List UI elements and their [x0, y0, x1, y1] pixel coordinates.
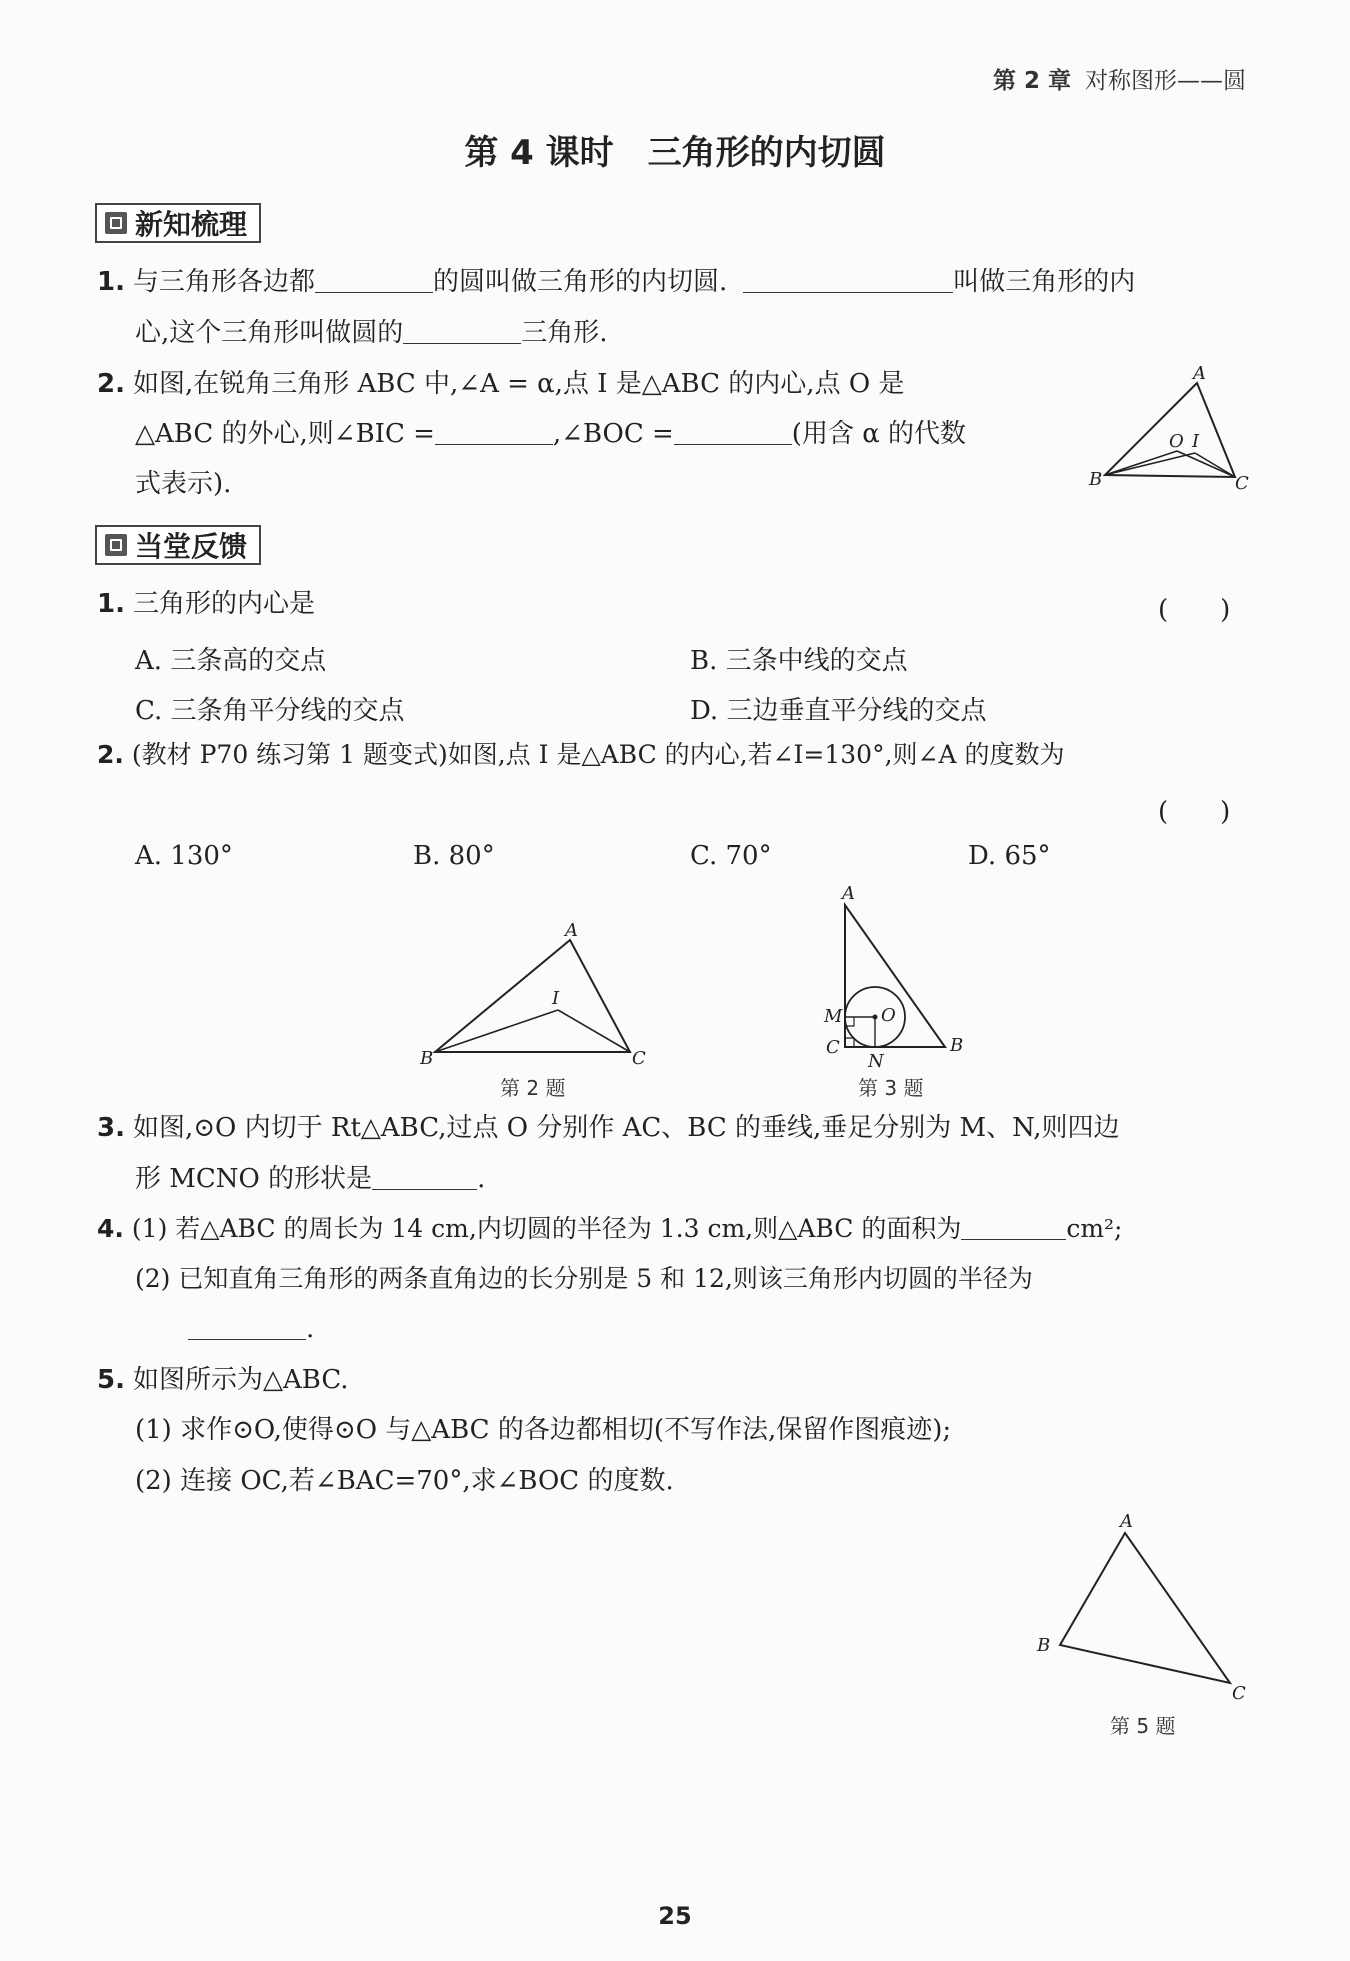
- text: 与三角形各边都: [132, 267, 315, 297]
- figure-q3: [810, 885, 980, 1075]
- option-b[interactable]: B. 三条中线的交点: [690, 646, 908, 676]
- triangle-abc: [1105, 383, 1235, 477]
- option-c[interactable]: C. 70°: [690, 841, 772, 871]
- question-number: 2.: [97, 740, 124, 769]
- answer-paren[interactable]: ( ): [1158, 797, 1231, 827]
- label-c: C: [826, 1037, 840, 1058]
- segment-bi: [1105, 453, 1195, 475]
- book-icon: [105, 212, 127, 234]
- text: 的圆叫做三角形的内切圆.: [432, 267, 728, 297]
- figure-caption: 第 3 题: [858, 1076, 924, 1100]
- label-o: O: [1169, 431, 1184, 452]
- text: (1) 求作⊙O,使得⊙O 与△ABC 的各边都相切(不写作法,保留作图痕迹);: [135, 1415, 952, 1445]
- nk-q2-line2: [135, 419, 966, 450]
- fb-q2-stem: [97, 740, 1064, 770]
- fb-q3-line2: [135, 1164, 485, 1195]
- option-c[interactable]: C. 三条角平分线的交点: [135, 696, 405, 726]
- label-c: C: [632, 1048, 646, 1069]
- answer-blank[interactable]: [435, 420, 553, 445]
- text: 心,这个三角形叫做圆的: [135, 318, 404, 348]
- answer-blank[interactable]: [315, 268, 433, 293]
- figure-q2: [410, 920, 660, 1095]
- label-b: B: [420, 1048, 434, 1069]
- figure-caption: 第 5 题: [1110, 1714, 1176, 1738]
- text: (2) 已知直角三角形的两条直角边的长分别是 5 和 12,则该三角形内切圆的半径为: [135, 1264, 1033, 1293]
- label-b: B: [950, 1035, 964, 1056]
- answer-blank[interactable]: [188, 1315, 306, 1340]
- pencil-icon: [105, 534, 127, 556]
- text: .: [477, 1164, 486, 1194]
- text: 叫做三角形的内: [953, 267, 1136, 297]
- question-number: 1.: [97, 589, 125, 619]
- nk-q1-line2: [135, 318, 608, 349]
- nk-q2-line1: [97, 369, 904, 400]
- figure-nk-q2: [1085, 365, 1255, 495]
- fb-q1-stem: [97, 589, 315, 620]
- question-number: 1.: [97, 267, 125, 297]
- label-c: C: [1232, 1683, 1246, 1704]
- question-number: 2.: [97, 369, 125, 399]
- text: 如图,⊙O 内切于 Rt△ABC,过点 O 分别作 AC、BC 的垂线,垂足分别为 M、N,则四边: [132, 1113, 1120, 1143]
- unit: cm²;: [1066, 1214, 1123, 1243]
- chapter-header: [993, 62, 1246, 95]
- answer-blank[interactable]: [674, 420, 792, 445]
- text: 如图,在锐角三角形 ABC 中,∠A = α,点 I 是△ABC 的内心,点 O 是: [132, 369, 905, 399]
- label-a: A: [1120, 1511, 1133, 1532]
- text: 形 MCNO 的形状是: [135, 1164, 373, 1194]
- label-m: M: [824, 1006, 843, 1027]
- label-b: B: [1089, 469, 1103, 490]
- segment-bi: [435, 1010, 558, 1052]
- question-number: 5.: [97, 1365, 125, 1395]
- option-a[interactable]: A. 三条高的交点: [135, 646, 327, 676]
- text: (2) 连接 OC,若∠BAC=70°,求∠BOC 的度数.: [135, 1466, 674, 1496]
- label-a: A: [842, 885, 855, 904]
- option-b[interactable]: B. 80°: [413, 841, 495, 871]
- fb-q5-line2: [135, 1415, 951, 1446]
- fb-q5-line3: [135, 1466, 674, 1497]
- text: .: [306, 1314, 315, 1344]
- option-a[interactable]: A. 130°: [135, 841, 233, 871]
- text: △ABC 的外心,则∠BIC =: [135, 419, 435, 449]
- label-c: C: [1235, 473, 1249, 494]
- text: 三角形.: [521, 318, 608, 348]
- text: (用含 α 的代数: [791, 419, 967, 449]
- option-d[interactable]: D. 65°: [968, 841, 1051, 871]
- answer-blank[interactable]: [372, 1165, 477, 1190]
- triangle-abc: [1060, 1533, 1230, 1683]
- label-b: B: [1037, 1635, 1051, 1656]
- fb-q4-line3: [188, 1314, 314, 1345]
- center-point: [873, 1015, 878, 1020]
- text: 如图所示为△ABC.: [132, 1365, 349, 1395]
- section-feedback: [95, 525, 261, 565]
- chapter-title: 对称图形——圆: [1085, 68, 1246, 94]
- section-new-knowledge: [95, 203, 261, 243]
- option-d[interactable]: D. 三边垂直平分线的交点: [690, 696, 987, 726]
- answer-blank[interactable]: [961, 1215, 1066, 1240]
- nk-q2-line3: [135, 469, 231, 500]
- question-number: 3.: [97, 1113, 125, 1143]
- fb-q3-line1: [97, 1113, 1120, 1144]
- label-a: A: [565, 920, 578, 941]
- chapter-number: 第 2 章: [992, 68, 1071, 94]
- text: (教材 P70 练习第 1 题变式)如图,点 I 是△ABC 的内心,若∠I=130°,则∠A 的度数为: [131, 740, 1065, 769]
- answer-paren[interactable]: ( ): [1158, 595, 1231, 625]
- section-label: 新知梳理: [135, 208, 248, 241]
- label-i: I: [1192, 431, 1200, 452]
- figure-q5: [1020, 1505, 1260, 1705]
- label-i: I: [552, 988, 560, 1009]
- label-a: A: [1193, 365, 1206, 384]
- fb-q4-line1: [97, 1214, 1122, 1244]
- text: 式表示).: [135, 469, 232, 499]
- nk-q1-line1: [97, 267, 1135, 298]
- question-number: 4.: [97, 1214, 124, 1243]
- right-angle-mark: [845, 1038, 854, 1047]
- figure-caption: 第 2 题: [500, 1076, 566, 1100]
- answer-blank[interactable]: [743, 268, 953, 293]
- section-label: 当堂反馈: [135, 530, 248, 563]
- fb-q5-line1: [97, 1365, 349, 1396]
- text: 三角形的内心是: [132, 589, 315, 619]
- label-n: N: [868, 1051, 884, 1072]
- answer-blank[interactable]: [403, 319, 521, 344]
- segment-ic: [1195, 453, 1235, 477]
- text: ,∠BOC =: [552, 419, 674, 449]
- page-number: 25: [658, 1902, 692, 1930]
- page-title: 第 4 课时 三角形的内切圆: [464, 133, 886, 173]
- fb-q4-line2: [135, 1264, 1033, 1294]
- text: (1) 若△ABC 的周长为 14 cm,内切圆的半径为 1.3 cm,则△ABC 的面积为: [131, 1214, 962, 1243]
- label-o: O: [881, 1005, 896, 1026]
